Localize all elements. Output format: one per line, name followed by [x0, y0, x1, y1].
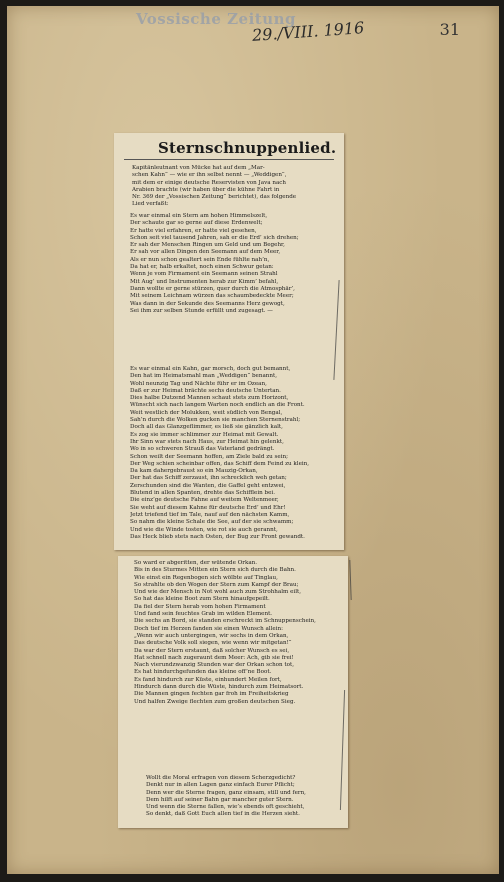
verse-line: Die Mannen gingen fechten gar froh im Freiheitskrieg [134, 691, 289, 698]
verse-line: Nach vierundzwanzig Stunden war der Orkan schon tot, [134, 662, 295, 669]
clipping-upper [114, 133, 344, 550]
verse-line: Blutend in allen Spanten, drehte das Schifflein bei. [130, 490, 275, 497]
verse-line: Wünscht sich nach langem Warten noch endlich an die Front. [130, 402, 305, 409]
verse-line: Schon seit viel tausend Jahren, sah er die Erd’ sich drehen; [130, 234, 299, 241]
title-rule [124, 159, 334, 160]
verse-line: Doch tief im Herzen fanden sie einen Wunsch allein: [134, 625, 283, 632]
newspaper-stamp: Vossische Zeitung [136, 10, 297, 28]
verse-line: Er sah vor allen Dingen den Seemann auf dem Meer, [130, 249, 281, 256]
verse-line: Bis in des Sturmes Mitten ein Stern sich durch die Bahn. [134, 567, 296, 574]
clipping-lower [118, 556, 348, 828]
verse-line: Das Heck blieb stets nach Osten, der Bug zur Front gewandt. [130, 533, 305, 540]
verse-line: Wo in so schweren Strauß das Vaterland gedrängt. [130, 446, 275, 453]
verse-line: So ward er abgeritten, der wütende Orkan. [134, 560, 258, 566]
verse-line: Das deutsche Volk soll siegen, wie wenn wir mitgetan!“ [134, 640, 292, 647]
verse-line: Die einz’ge deutsche Fahne auf weitem Weltenmeer, [130, 497, 279, 504]
intro-line: Kapitänleutnant von Mücke hat auf dem „Mar- [132, 165, 265, 171]
verse-line: Er hatte viel erfahren, er hatte viel gesehen, [130, 227, 257, 234]
verse-line: Hat schnell nach zugeraunt dem Meer: Ach, gib sie frei! [134, 654, 294, 661]
verse-line: Was dann in der Sekunde des Seemanns Herz gewogt, [130, 300, 285, 307]
verse-line: Sah’n durch die Wolken gucken sie manchen Sternenstrahl; [130, 417, 301, 424]
verse-line: Und wie der Mensch in Not wohl auch zum Strohhalm eilt, [134, 589, 302, 596]
stanza-moral [146, 775, 344, 819]
verse-line: Mit Aug’ und Instrumenten herab zur Kimm’ befahl, [130, 278, 279, 285]
stanza-2 [130, 366, 340, 541]
verse-line: Denn wer die Sterne fragen, ganz einsam, still und fern, [146, 789, 306, 796]
verse-line: Der hat das Schiff zerzaust, ihn schrecklich weh getan; [130, 475, 287, 482]
verse-line: Doch all das Glanzgeflimmer, es ließ sie gänzlich kalt, [130, 424, 283, 431]
verse-line: Sei ihm zur selben Stunde erfüllt und zugesagt. — [130, 307, 273, 314]
verse-line: Wenn je vom Firmament ein Seemann seinen Strahl [130, 271, 278, 278]
verse-line: Zerschunden sind die Wanten, die Gaffel geht entzwei, [130, 482, 286, 489]
verse-line: Wie einst ein Regenbogen sich wölbte auf Tinglau, [134, 574, 278, 581]
verse-line: Als er nun schon gealtert sein Ende fühlte nah’n, [130, 256, 270, 263]
verse-line: Es hat hindurchgefunden das kleine off’ne Boot. [134, 669, 272, 676]
article-title: Sternschnuppenlied. [158, 139, 337, 157]
verse-line: Den hat im Heimatsmahl man „Weddigen“ benannt, [130, 373, 278, 380]
verse-line: Es zog sie immer schlimmer zur Heimat mit Gewalt. [130, 431, 279, 438]
verse-line: Und fand sein feuchtes Grab im wilden Element. [134, 611, 273, 618]
intro-line: mit dem er einige deutsche Reservisten von Java nach [132, 179, 287, 186]
verse-line: Ihr Sinn war stets nach Haus, zur Heimat hin gelenkt, [130, 438, 284, 445]
verse-line: Daß er zur Heimat brächte sechs deutsche Untertan. [130, 387, 281, 394]
verse-line: Und wenn die Sterne fallen, wie’s ebends oft geschieht, [146, 804, 305, 811]
verse-line: Da hat er, halb erkaltet, noch einen Schwur getan: [130, 264, 274, 271]
verse-line: Schon weilt der Seemann hoffen, am Ziele bald zu sein; [130, 453, 288, 460]
verse-line: Es fand hindurch zur Küste, einhundert Meilen fort, [134, 676, 282, 683]
verse-line: Es war einmal ein Kahn, gar morsch, doch gut bemannt, [130, 366, 291, 372]
verse-line: Hindurch dann durch die Wüste, hindurch zum Heimatsort. [134, 684, 304, 691]
verse-line: Wohl neunzig Tag und Nächte führ er im Ozean, [130, 380, 267, 387]
verse-line: Und halfen Zweige flechten zum großen deutschen Sieg. [134, 698, 296, 705]
stanza-1 [130, 213, 340, 315]
verse-line: Da fiel der Stern herab vom hohen Firmament [134, 603, 266, 610]
verse-line: Dann wollte er gerne stürzen, quer durch die Atmosphär’, [130, 285, 295, 292]
intro-line: Arabien brachte (wir haben über die kühne Fahrt in [132, 186, 280, 193]
verse-line: Denkt nur in allen Lagen ganz einfach Eurer Pflicht; [146, 782, 295, 789]
verse-line: Wollt die Moral erfragen von diesem Scherzgedicht? [146, 775, 296, 781]
verse-line: Da war der Stern erstaunt, daß solcher Wunsch es sei, [134, 647, 290, 654]
article-intro [132, 165, 338, 209]
verse-line: „Wenn wir auch untergingen, wir sechs in dem Orkan, [134, 632, 289, 639]
page-number: 31 [439, 20, 460, 39]
verse-line: So nahm die kleine Schale die See, auf der sie schwamm; [130, 519, 294, 526]
verse-line: Sie weht auf diesem Kahne für deutsche Erd’ und Ehr! [130, 504, 286, 511]
stanza-3 [134, 560, 344, 706]
verse-line: Und wie die Winde tosten, wie rot sie auch gerannt, [130, 526, 278, 533]
verse-line: Die sechs an Bord, sie standen erschreckt im Schnuppenschein, [134, 618, 316, 625]
verse-line: Dem hilft auf seiner Bahn gar mancher guter Stern. [146, 796, 294, 803]
intro-line: Lied verfaßt: [132, 201, 169, 208]
verse-line: So denkt, daß Gott Euch allen tief in die Herzen sieht. [146, 811, 300, 818]
intro-line: schen Kahn“ — wie er ihn selbst nennt — „Weddigen“, [132, 172, 287, 179]
verse-line: So hat das kleine Boot zum Stern hinaufgepeilt. [134, 596, 270, 603]
verse-line: Der schaute gar so gerne auf diese Erdenwelt; [130, 220, 263, 227]
verse-line: Dies halbe Dutzend Mannen schaut stets zum Horizont, [130, 395, 289, 402]
handwritten-date: 29./VIII. 1916 [251, 18, 365, 45]
verse-line: Weit westlich der Molukken, weit südlich von Bengal, [130, 409, 283, 416]
verse-line: Der Weg schien scheinbar offen, das Schiff dem Feind zu klein, [130, 460, 310, 467]
verse-line: Jetzt triefend tief im Tale, nauf auf den nächsten Kamm, [130, 511, 290, 518]
intro-line: Nr. 369 der „Vossischen Zeitung“ berichtet), das folgende [132, 194, 297, 201]
verse-line: Er sah der Menschen Ringen um Geld und um Begehr, [130, 242, 285, 249]
verse-line: Mit seinem Leichnam würzen das schaumbedeckte Meer; [130, 293, 294, 300]
verse-line: Da kam dahergebraust so ein Mauzig-Orkan, [130, 468, 258, 475]
verse-line: So strahlte ob den Wogen der Stern zum Kampf der Brau; [134, 581, 299, 588]
verse-line: Es war einmal ein Stern am hohen Himmelszelt, [130, 213, 268, 219]
